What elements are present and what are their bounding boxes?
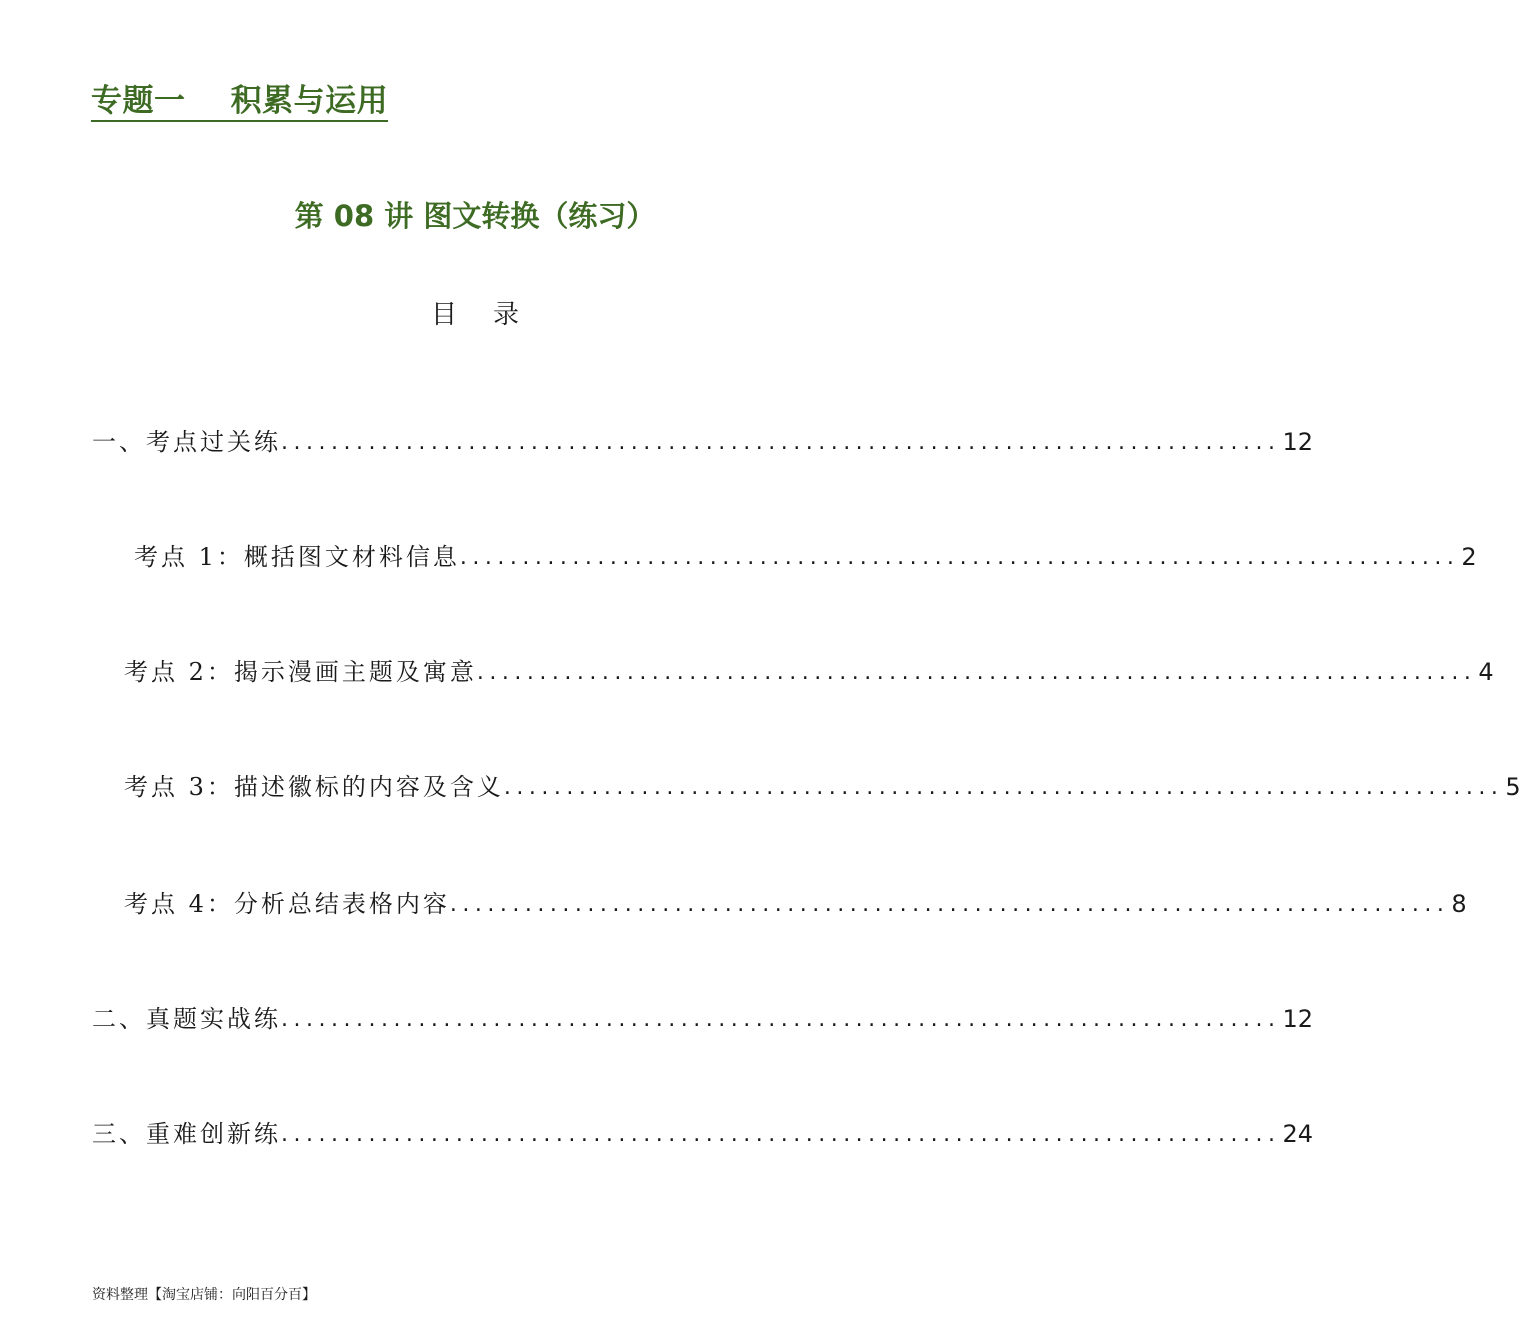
- toc-entry-page: 2: [1461, 543, 1477, 571]
- topic-title: 专题一 积累与运用: [91, 82, 388, 122]
- toc-entry-label: 考点 1：概括图文材料信息: [134, 543, 460, 571]
- toc-entry-label: 二、真题实战练: [92, 1005, 281, 1033]
- toc-entry-point-3[interactable]: [124, 763, 1521, 803]
- toc-entry-page: 24: [1282, 1120, 1313, 1148]
- toc-heading: 目录: [430, 300, 555, 330]
- toc-entry-point-1[interactable]: [134, 533, 1477, 573]
- toc-leader-dots: ................................................................................: [476, 660, 1477, 685]
- toc-entry-label: 一、考点过关练: [92, 428, 281, 456]
- toc-entry-label: 考点 4：分析总结表格内容: [124, 890, 450, 918]
- lecture-title: 第 08 讲 图文转换（练习）: [294, 199, 656, 233]
- toc-entry-page: 12: [1282, 1005, 1313, 1033]
- toc-entry-label: 考点 3：描述徽标的内容及含义: [124, 773, 504, 801]
- toc-entry-label: 三、重难创新练: [92, 1120, 281, 1148]
- toc-entry-section-3[interactable]: [92, 1110, 1313, 1150]
- toc-leader-dots: ................................................................................: [459, 545, 1460, 570]
- toc-entry-section-2[interactable]: [92, 995, 1313, 1035]
- toc-entry-page: 12: [1282, 428, 1313, 456]
- toc-entry-page: 4: [1478, 658, 1494, 686]
- toc-leader-dots: ................................................................................: [503, 775, 1504, 800]
- toc-leader-dots: ................................................................................: [281, 1007, 1281, 1032]
- toc-leader-dots: ................................................................................: [281, 430, 1281, 455]
- footer-note: 资料整理【淘宝店铺：向阳百分百】: [92, 1287, 316, 1303]
- toc-entry-point-4[interactable]: [124, 880, 1467, 920]
- toc-entry-section-1[interactable]: [92, 418, 1313, 458]
- toc-entry-label: 考点 2：揭示漫画主题及寓意: [124, 658, 477, 686]
- toc-leader-dots: ................................................................................: [281, 1122, 1281, 1147]
- toc-entry-page: 5: [1505, 773, 1521, 801]
- toc-entry-page: 8: [1451, 890, 1467, 918]
- toc-entry-point-2[interactable]: [124, 648, 1494, 688]
- toc-leader-dots: ................................................................................: [449, 892, 1450, 917]
